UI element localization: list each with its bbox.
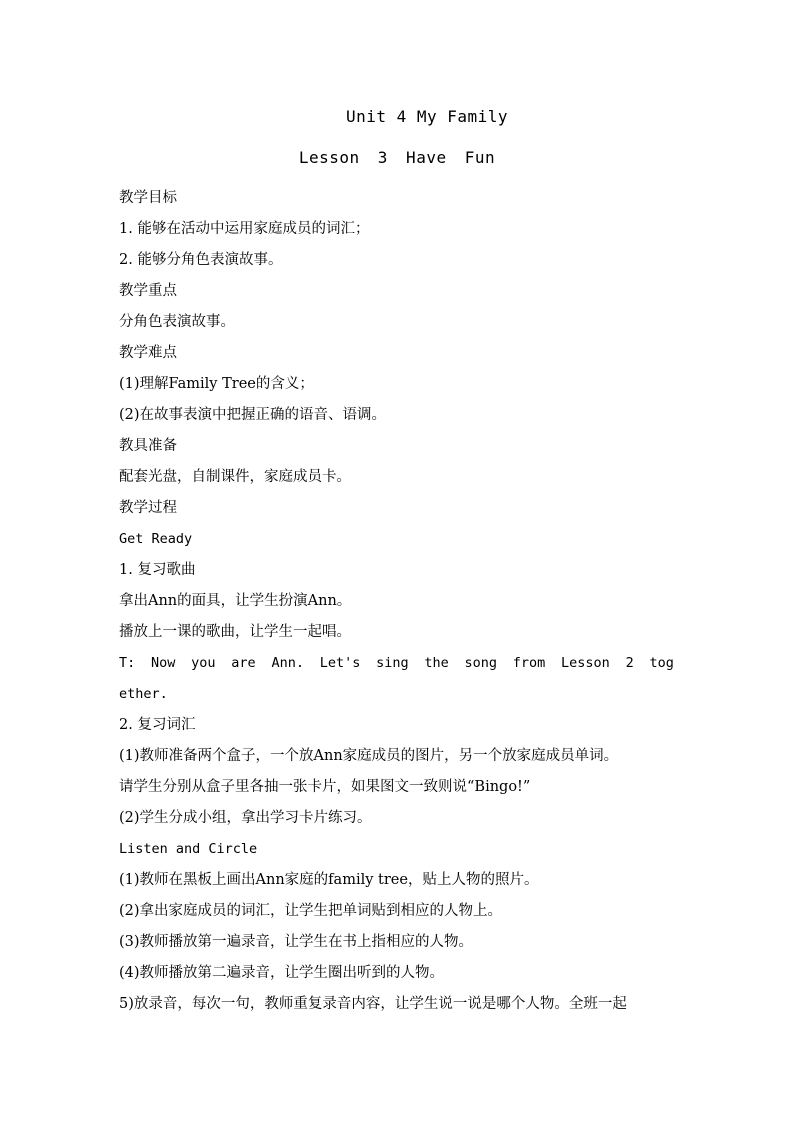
dialogue-word: T: (119, 655, 136, 671)
subheading-listen-and-circle: Listen and Circle (119, 841, 258, 857)
step-text: 5)放录音，每次一句，教师重复录音内容，让学生说一说是哪个人物。全班一起 (119, 996, 627, 1012)
section-heading-difficulties: 教学难点 (119, 345, 177, 361)
objective-item: 1. 能够在活动中运用家庭成员的词汇； (119, 221, 370, 237)
dialogue-word: tog (649, 655, 674, 671)
step-text: (1)教师在黑板上画出Ann家庭的family tree，贴上人物的照片。 (119, 872, 539, 888)
section-heading-key-points: 教学重点 (119, 283, 177, 299)
step-text: 播放上一课的歌曲，让学生一起唱。 (119, 624, 351, 640)
step-text: (3)教师播放第一遍录音，让学生在书上指相应的人物。 (119, 934, 474, 950)
section-heading-process: 教学过程 (119, 500, 177, 516)
dialogue-line-continued: ether. (119, 686, 168, 702)
step-text: (4)教师播放第二遍录音，让学生圈出听到的人物。 (119, 965, 445, 981)
step-heading: 2. 复习词汇 (119, 717, 196, 733)
subheading-get-ready: Get Ready (119, 531, 193, 547)
dialogue-word: Ann. (271, 655, 304, 671)
dialogue-word: Lesson (561, 655, 610, 671)
section-heading-materials: 教具准备 (119, 438, 177, 454)
document-title: Unit 4 My Family (345, 107, 509, 126)
dialogue-word: sing (376, 655, 409, 671)
step-heading: 1. 复习歌曲 (119, 562, 196, 578)
difficulty-item: (2)在故事表演中把握正确的语音、语调。 (119, 407, 387, 423)
objective-item: 2. 能够分角色表演故事。 (119, 252, 283, 268)
section-heading-objectives: 教学目标 (119, 190, 177, 206)
step-text: (1)教师准备两个盒子，一个放Ann家庭成员的图片，另一个放家庭成员单词。 (119, 748, 619, 764)
dialogue-word: Now (151, 655, 176, 671)
materials-text: 配套光盘，自制课件，家庭成员卡。 (119, 469, 351, 485)
dialogue-word: are (231, 655, 256, 671)
key-point-text: 分角色表演故事。 (119, 314, 235, 330)
difficulty-item: (1)理解Family Tree的含义； (119, 376, 314, 392)
step-text: (2)学生分成小组，拿出学习卡片练习。 (119, 810, 372, 826)
dialogue-word: you (191, 655, 216, 671)
step-text: 请学生分别从盒子里各抽一张卡片，如果图文一致则说“Bingo!” (119, 779, 531, 795)
dialogue-word: the (424, 655, 449, 671)
dialogue-word: from (512, 655, 546, 671)
dialogue-word: 2 (625, 655, 634, 671)
dialogue-word: Let's (319, 655, 361, 671)
lesson-title: Lesson 3 Have Fun (298, 148, 496, 167)
document-body (119, 183, 674, 1020)
step-text: (2)拿出家庭成员的词汇，让学生把单词贴到相应的人物上。 (119, 903, 503, 919)
step-text: 拿出Ann的面具，让学生扮演Ann。 (119, 593, 352, 609)
dialogue-word: song (464, 655, 498, 671)
dialogue-line (119, 648, 674, 679)
